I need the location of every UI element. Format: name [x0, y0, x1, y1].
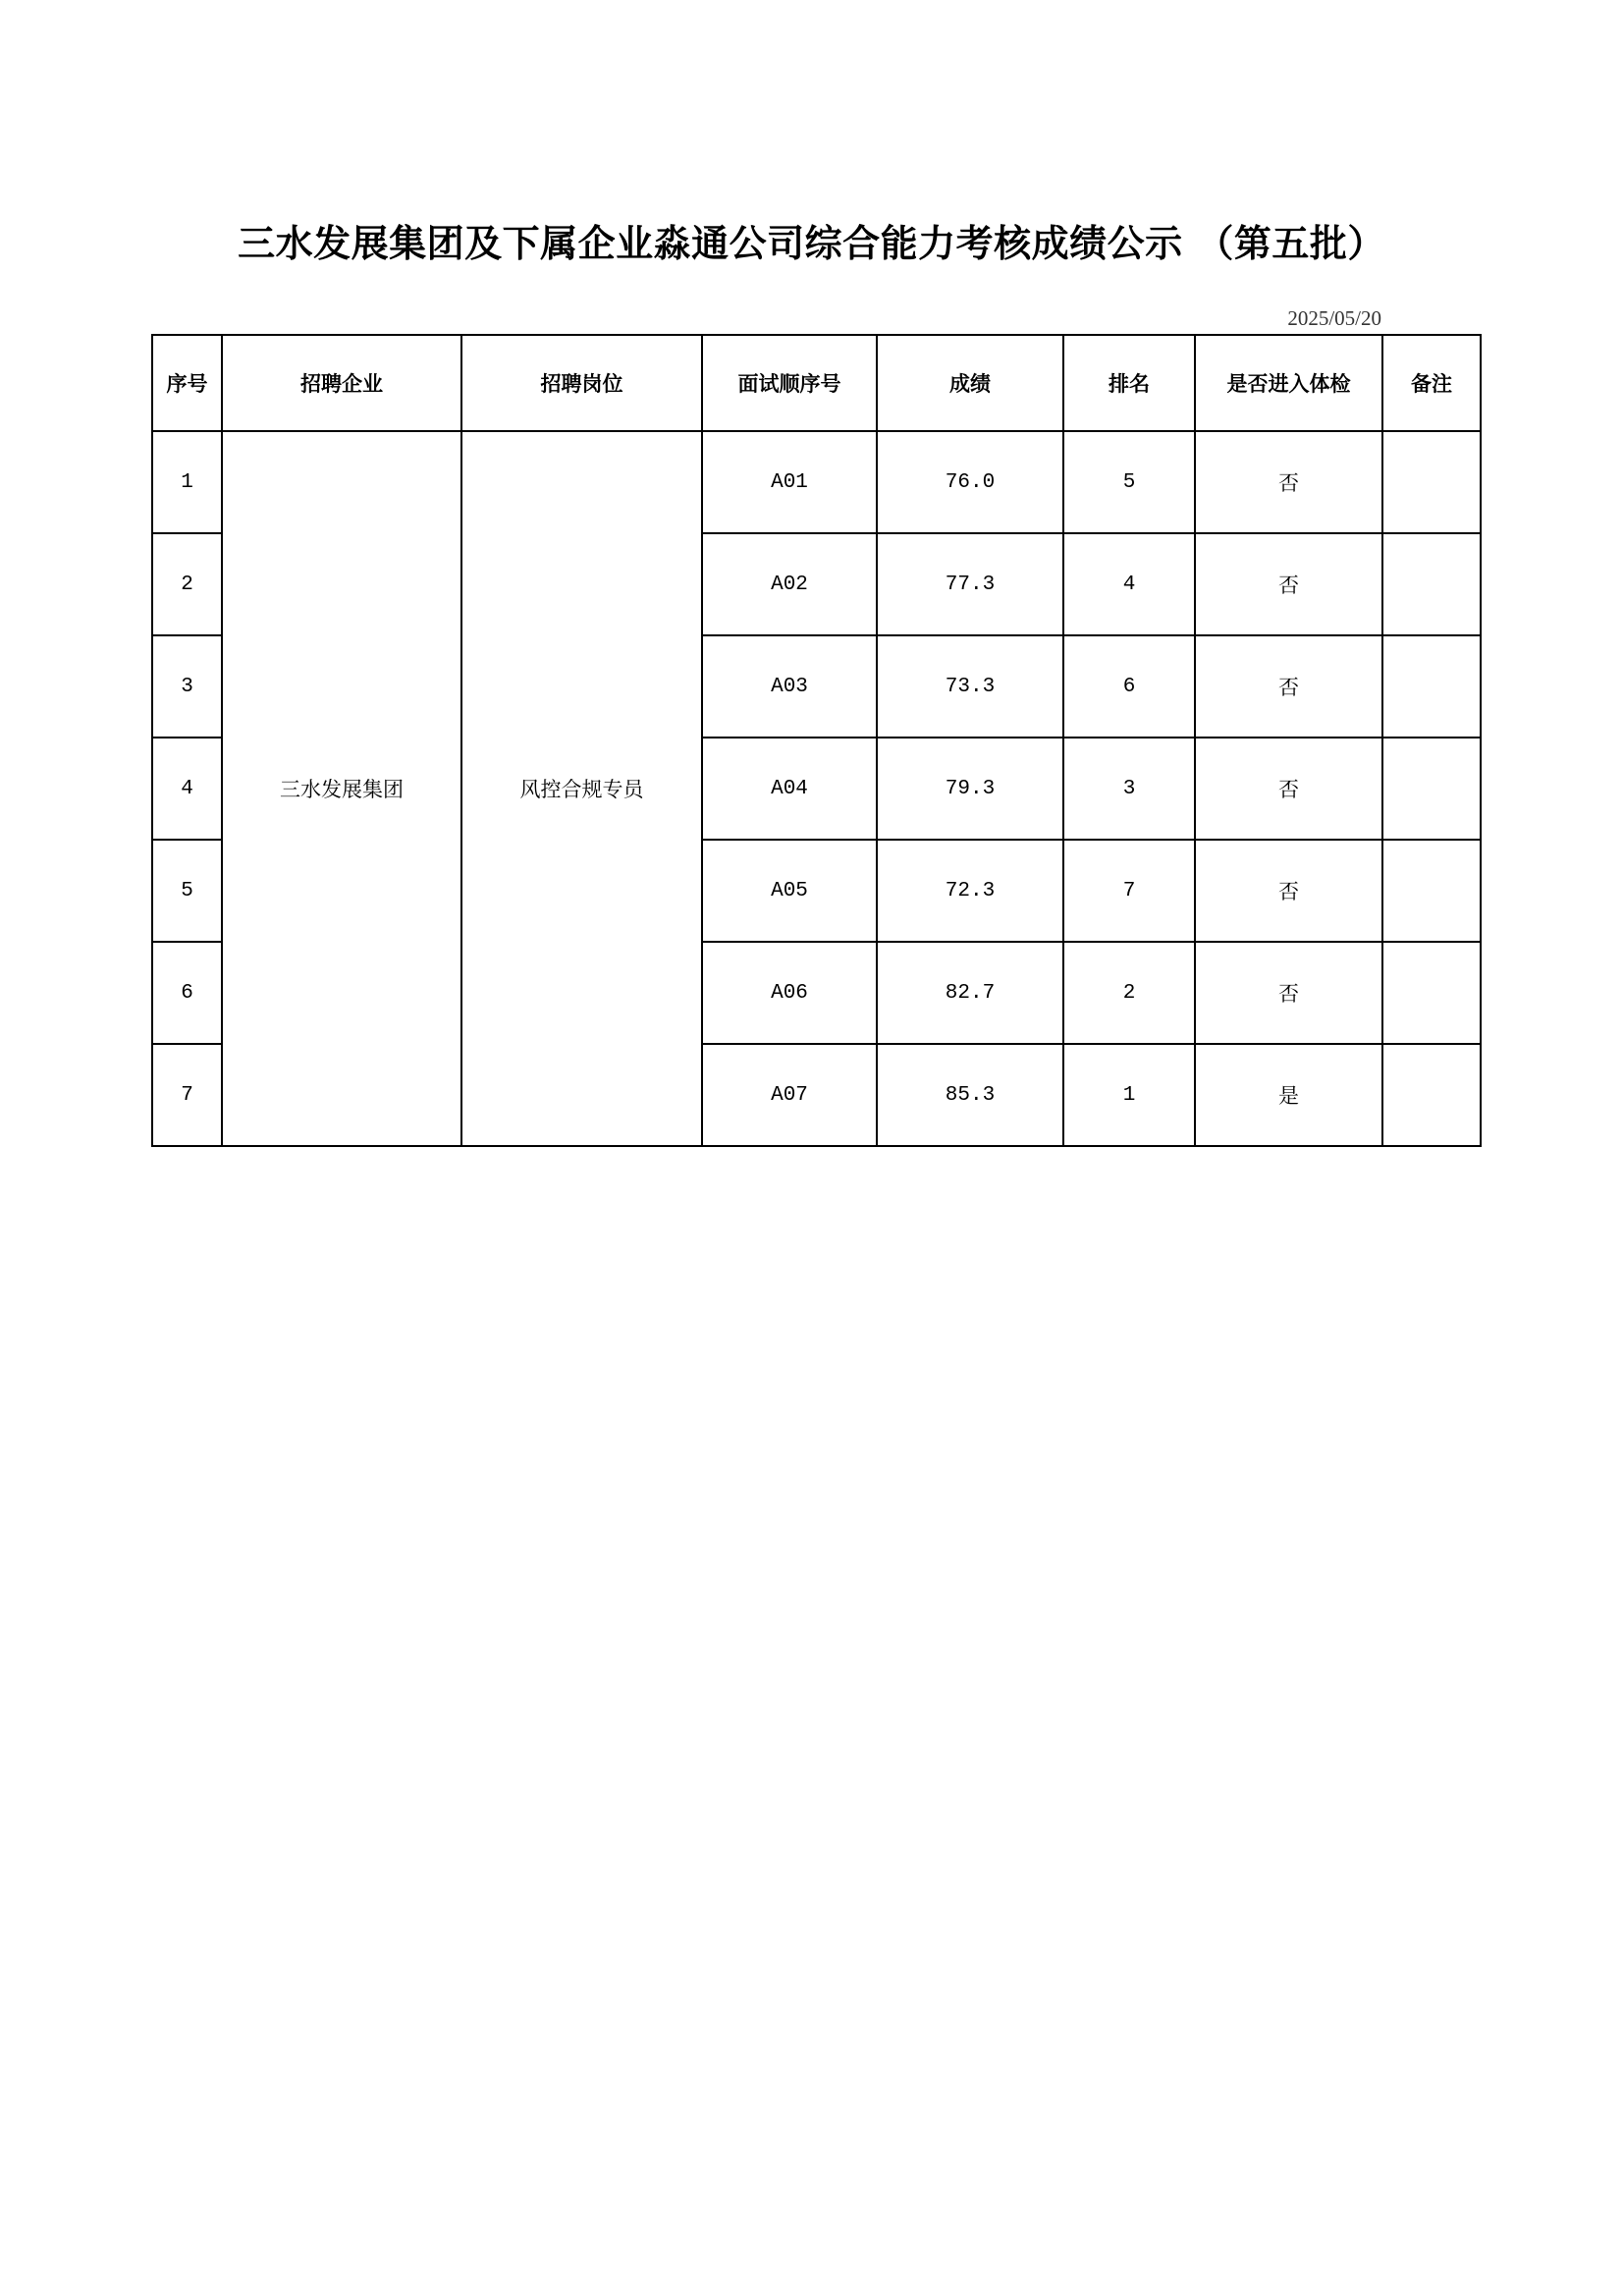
results-table — [151, 334, 1482, 1147]
cell-rank: 4 — [1063, 533, 1195, 635]
cell-remark — [1382, 840, 1481, 942]
cell-physical-exam: 否 — [1195, 738, 1382, 840]
cell-position: 风控合规专员 — [461, 431, 702, 1146]
cell-score: 72.3 — [877, 840, 1063, 942]
cell-score: 79.3 — [877, 738, 1063, 840]
cell-physical-exam: 否 — [1195, 840, 1382, 942]
cell-physical-exam: 是 — [1195, 1044, 1382, 1146]
cell-rank: 2 — [1063, 942, 1195, 1044]
cell-interview-no: A04 — [702, 738, 877, 840]
header-position: 招聘岗位 — [461, 335, 702, 431]
table-row — [152, 431, 1481, 533]
cell-score: 85.3 — [877, 1044, 1063, 1146]
cell-physical-exam: 否 — [1195, 431, 1382, 533]
cell-rank: 3 — [1063, 738, 1195, 840]
cell-serial: 5 — [152, 840, 222, 942]
cell-serial: 6 — [152, 942, 222, 1044]
cell-physical-exam: 否 — [1195, 635, 1382, 738]
cell-score: 73.3 — [877, 635, 1063, 738]
table-header-row — [152, 335, 1481, 431]
cell-score: 77.3 — [877, 533, 1063, 635]
cell-score: 82.7 — [877, 942, 1063, 1044]
cell-remark — [1382, 1044, 1481, 1146]
cell-serial: 2 — [152, 533, 222, 635]
publish-date: 2025/05/20 — [1287, 306, 1381, 330]
header-rank: 排名 — [1063, 335, 1195, 431]
cell-interview-no: A05 — [702, 840, 877, 942]
cell-interview-no: A07 — [702, 1044, 877, 1146]
cell-rank: 1 — [1063, 1044, 1195, 1146]
cell-remark — [1382, 635, 1481, 738]
cell-serial: 4 — [152, 738, 222, 840]
cell-serial: 1 — [152, 431, 222, 533]
cell-physical-exam: 否 — [1195, 942, 1382, 1044]
cell-remark — [1382, 431, 1481, 533]
cell-interview-no: A01 — [702, 431, 877, 533]
cell-physical-exam: 否 — [1195, 533, 1382, 635]
header-physical-exam: 是否进入体检 — [1195, 335, 1382, 431]
cell-serial: 7 — [152, 1044, 222, 1146]
cell-remark — [1382, 533, 1481, 635]
cell-interview-no: A02 — [702, 533, 877, 635]
header-interview-no: 面试顺序号 — [702, 335, 877, 431]
header-company: 招聘企业 — [222, 335, 461, 431]
cell-remark — [1382, 738, 1481, 840]
cell-company: 三水发展集团 — [222, 431, 461, 1146]
cell-interview-no: A03 — [702, 635, 877, 738]
cell-rank: 5 — [1063, 431, 1195, 533]
cell-rank: 6 — [1063, 635, 1195, 738]
cell-score: 76.0 — [877, 431, 1063, 533]
cell-serial: 3 — [152, 635, 222, 738]
cell-remark — [1382, 942, 1481, 1044]
page-title: 三水发展集团及下属企业淼通公司综合能力考核成绩公示 （第五批） — [238, 221, 1385, 265]
cell-rank: 7 — [1063, 840, 1195, 942]
header-score: 成绩 — [877, 335, 1063, 431]
header-serial: 序号 — [152, 335, 222, 431]
cell-interview-no: A06 — [702, 942, 877, 1044]
header-remark: 备注 — [1382, 335, 1481, 431]
